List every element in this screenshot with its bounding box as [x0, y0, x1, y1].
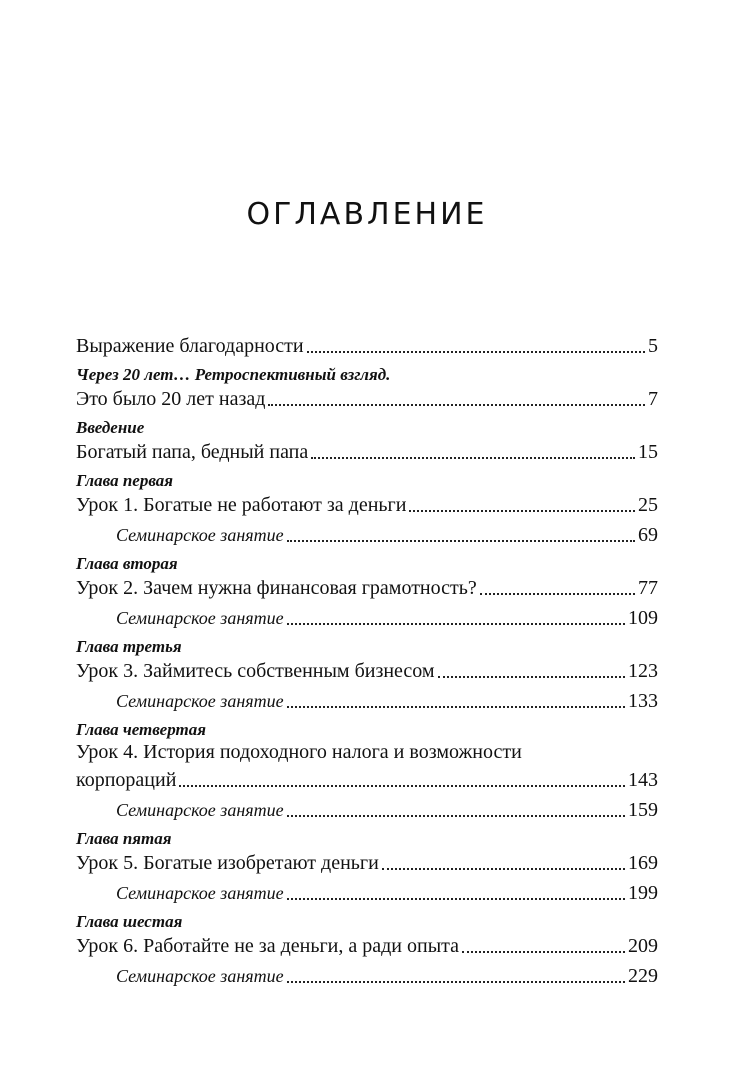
dot-leader: [480, 593, 635, 595]
toc-entry-lesson-2[interactable]: [76, 572, 658, 600]
toc-entry-label: Семинарское занятие: [116, 525, 284, 545]
dot-leader: [287, 706, 625, 708]
toc-entry-lesson-3[interactable]: [76, 655, 658, 683]
chapter-heading-1: Глава первая: [76, 471, 174, 490]
chapter-heading-6: Глава шестая: [76, 912, 183, 931]
dot-leader: [287, 815, 625, 817]
toc-entry-label: Урок 5. Богатые изобретают деньги: [76, 852, 379, 874]
toc-entry-label: Семинарское занятие: [116, 800, 284, 820]
toc-page-number: 77: [638, 577, 658, 599]
toc-page-number: 7: [648, 388, 658, 410]
toc-entry-lesson-1[interactable]: [76, 489, 658, 517]
page-title: ОГЛАВЛЕНИЕ: [246, 197, 488, 232]
toc-page-number: 5: [648, 335, 658, 357]
toc-entry-retrospective[interactable]: [76, 383, 658, 411]
toc-entry-seminar-5[interactable]: [76, 877, 658, 905]
chapter-heading-2: Глава вторая: [76, 554, 178, 573]
toc-page-number: 69: [638, 524, 658, 546]
dot-leader: [287, 898, 625, 900]
toc-entry-lesson-6[interactable]: [76, 930, 658, 958]
toc-entry-seminar-2[interactable]: [76, 602, 658, 630]
toc-entry-label: Семинарское занятие: [116, 883, 284, 903]
toc-entry-introduction[interactable]: [76, 436, 658, 464]
toc-entry-acknowledgements[interactable]: [76, 330, 658, 358]
dot-leader: [382, 868, 625, 870]
toc-entry-label: Урок 1. Богатые не работают за деньги: [76, 494, 407, 516]
section-heading-introduction: Введение: [76, 418, 145, 437]
toc-entry-seminar-3[interactable]: [76, 685, 658, 713]
toc-entry-seminar-4[interactable]: [76, 794, 658, 822]
toc-entry-label: Урок 6. Работайте не за деньги, а ради опыта: [76, 935, 459, 957]
toc-entry-label: Семинарское занятие: [116, 691, 284, 711]
toc-page-number: 109: [628, 607, 658, 629]
toc-page-number: 199: [628, 882, 658, 904]
dot-leader: [311, 457, 635, 459]
dot-leader: [268, 404, 645, 406]
toc-page-number: 123: [628, 660, 658, 682]
toc-page-number: 169: [628, 852, 658, 874]
dot-leader: [307, 351, 645, 353]
dot-leader: [287, 981, 625, 983]
dot-leader: [287, 540, 635, 542]
toc-entry-label: Урок 3. Займитесь собственным бизнесом: [76, 660, 435, 682]
toc-entry-label: Выражение благодарности: [76, 335, 304, 357]
toc-entry-lesson-4-line-1[interactable]: Урок 4. История подоходного налога и возможности: [76, 741, 522, 763]
dot-leader: [409, 510, 635, 512]
toc-page-number: 159: [628, 799, 658, 821]
dot-leader: [438, 676, 625, 678]
chapter-heading-4: Глава четвертая: [76, 720, 206, 739]
section-heading-retrospective: Через 20 лет… Ретроспективный взгляд.: [76, 365, 391, 384]
toc-entry-label: Семинарское занятие: [116, 966, 284, 986]
toc-entry-lesson-5[interactable]: [76, 847, 658, 875]
toc-entry-label: Богатый папа, бедный папа: [76, 441, 309, 463]
toc-entry-label: Семинарское занятие: [116, 608, 284, 628]
toc-page-number: 209: [628, 935, 658, 957]
toc-page-number: 15: [638, 441, 658, 463]
dot-leader: [462, 951, 625, 953]
dot-leader: [287, 623, 625, 625]
toc-entry-lesson-4[interactable]: [76, 764, 658, 792]
toc-entry-seminar-6[interactable]: [76, 960, 658, 988]
toc-entry-label: Это было 20 лет назад: [76, 388, 266, 410]
toc-page-number: 25: [638, 494, 658, 516]
toc-page-number: 143: [628, 769, 658, 791]
toc-entry-label: корпораций: [76, 769, 177, 791]
chapter-heading-3: Глава третья: [76, 637, 182, 656]
chapter-heading-5: Глава пятая: [76, 829, 172, 848]
dot-leader: [179, 785, 625, 787]
toc-page-number: 229: [628, 965, 658, 987]
toc-entry-seminar-1[interactable]: [76, 519, 658, 547]
toc-entry-label: Урок 2. Зачем нужна финансовая грамотность?: [76, 577, 477, 599]
toc-page-number: 133: [628, 690, 658, 712]
